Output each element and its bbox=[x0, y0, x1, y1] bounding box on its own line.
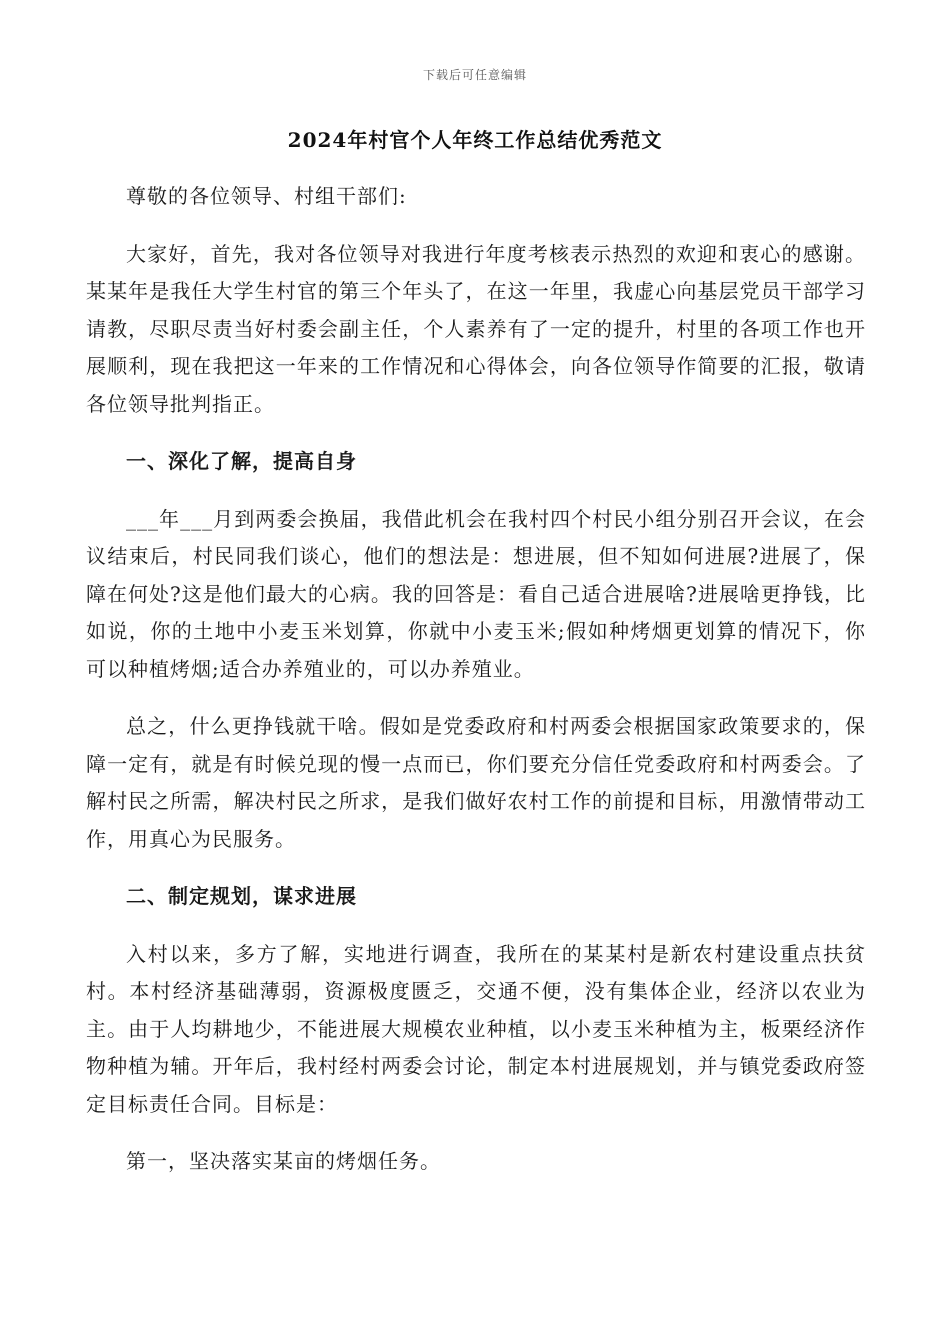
section2-paragraph-1: 入村以来，多方了解，实地进行调查，我所在的某某村是新农村建设重点扶贫村。本村经济基础薄弱，资源极度匮乏，交通不便，没有集体企业，经济以农业为主。由于人均耕地少，不能进展大规模农业种植，以小麦玉米种植为主，板栗经济作物种植为辅。开年后，我村经村两委会讨论，制定本村进展规划，并与镇党委政府签定目标责任合同。目标是： bbox=[86, 941, 866, 1116]
header-note: 下载后可任意编辑 bbox=[422, 68, 527, 82]
section1-paragraph-2: 总之，什么更挣钱就干啥。假如是党委政府和村两委会根据国家政策要求的，保障一定有，就是有时候兑现的慢一点而已，你们要充分信任党委政府和村两委会。了解村民之所需，解决村民之所求，是我们做好农村工作的前提和目标，用激情带动工作，用真心为民服务。 bbox=[86, 714, 866, 851]
section-heading-1: 一、深化了解，提高自身 bbox=[126, 449, 357, 473]
document-body bbox=[86, 178, 866, 1201]
document-title: 2024年村官个人年终工作总结优秀范文 bbox=[287, 128, 663, 152]
section-heading-2: 二、制定规划，谋求进展 bbox=[126, 884, 357, 908]
section1-paragraph-1: ___年___月到两委会换届，我借此机会在我村四个村民小组分别召开会议，在会议结束后，村民同我们谈心，他们的想法是：想进展，但不知如何进展?进展了，保障在何处?这是他们最大的心病。我的回答是：看自己适合进展啥?进展啥更挣钱，比如说，你的土地中小麦玉米划算，你就中小麦玉米;假如种烤烟更划算的情况下，你可以种植烤烟;适合办养殖业的，可以办养殖业。 bbox=[86, 506, 866, 681]
salutation: 尊敬的各位领导、村组干部们: bbox=[126, 184, 407, 208]
intro-paragraph: 大家好，首先，我对各位领导对我进行年度考核表示热烈的欢迎和衷心的感谢。某某年是我任大学生村官的第三个年头了，在这一年里，我虚心向基层党员干部学习请教，尽职尽责当好村委会副主任，个人素养有了一定的提升，村里的各项工作也开展顺利，现在我把这一年来的工作情况和心得体会，向各位领导作简要的汇报，敬请各位领导批判指正。 bbox=[86, 241, 866, 416]
section2-paragraph-2: 第一，坚决落实某亩的烤烟任务。 bbox=[126, 1149, 441, 1173]
